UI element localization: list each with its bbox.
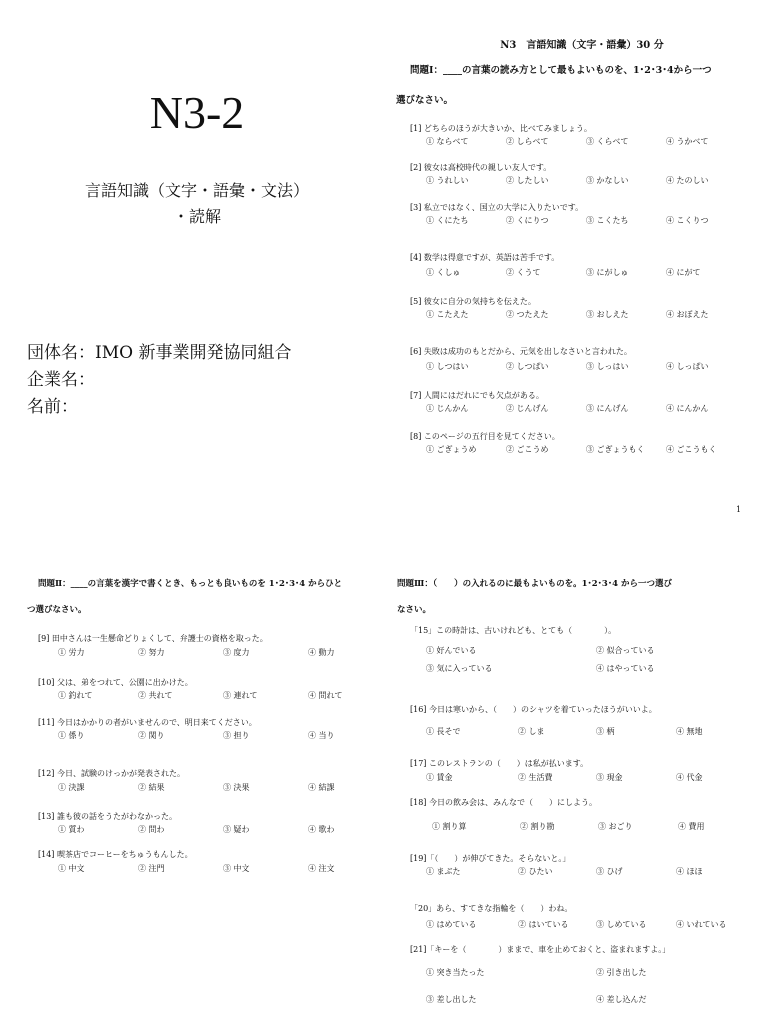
option[interactable]: ② 似合っている — [596, 646, 655, 655]
option[interactable]: ② ごこうめ — [506, 445, 549, 454]
cover-subtitle-2: ・読解 — [172, 207, 221, 226]
option[interactable]: ① 長そで — [426, 727, 461, 736]
option[interactable]: ③ しめている — [596, 920, 647, 929]
option[interactable]: ④ 当り — [308, 731, 335, 740]
option[interactable]: ① うれしい — [426, 176, 469, 185]
option[interactable]: ① はめている — [426, 920, 477, 929]
option[interactable]: ① ごぎょうめ — [426, 445, 477, 454]
option[interactable]: ① こたえた — [426, 310, 469, 319]
option[interactable]: ② つたえた — [506, 310, 549, 319]
company-line: 企業名： — [27, 370, 95, 390]
option[interactable]: ④ しっぱい — [666, 362, 709, 371]
cover-title: N3-2 — [149, 87, 245, 138]
option[interactable]: ④ うかべて — [666, 137, 709, 146]
option[interactable]: ④ ほほ — [676, 867, 703, 876]
option[interactable]: ③ かなしい — [586, 176, 629, 185]
option[interactable]: ③ 中文 — [223, 864, 250, 873]
option[interactable]: ④ 注文 — [308, 864, 335, 873]
exam-header: N3 言語知識（文字・語彙）30 分 — [500, 40, 664, 51]
section3-instruction-cont: なさい。 — [397, 605, 432, 615]
section3-instruction: 問題Ⅲ：（ ）の入れるのに最もよいものを。1･2･3･4 から一つ選び — [397, 579, 672, 589]
option[interactable]: ③ 連れて — [223, 691, 258, 700]
option[interactable]: ④ 動力 — [308, 648, 335, 657]
option[interactable]: ① くにたち — [426, 216, 469, 225]
option[interactable]: ③ 度力 — [223, 648, 250, 657]
option[interactable]: ③ ひげ — [596, 867, 623, 876]
option[interactable]: ② はいている — [518, 920, 569, 929]
option[interactable]: ④ こくりつ — [666, 216, 709, 225]
option[interactable]: ② 問わ — [138, 825, 165, 834]
option[interactable]: ④ 代金 — [676, 773, 703, 782]
option[interactable]: ② くうて — [506, 268, 541, 277]
option[interactable]: ④ 歌わ — [308, 825, 335, 834]
option[interactable]: ④ おぼえた — [666, 310, 709, 319]
option[interactable]: ① まぶた — [426, 867, 461, 876]
option[interactable]: ② しま — [518, 727, 545, 736]
option[interactable]: ① ならべて — [426, 137, 469, 146]
option[interactable]: ① 賃金 — [426, 773, 453, 782]
option[interactable]: ③ 気に入っている — [426, 664, 493, 673]
option[interactable]: ③ にんげん — [586, 404, 629, 413]
option[interactable]: ② じんげん — [506, 404, 549, 413]
option[interactable]: ② 関り — [138, 731, 165, 740]
cover-subtitle-1: 言語知識（文字・語彙・文法） — [84, 181, 309, 200]
option[interactable]: ① 中文 — [58, 864, 85, 873]
option[interactable]: ① くしゅ — [426, 268, 461, 277]
option[interactable]: ① 係り — [58, 731, 85, 740]
option[interactable]: ④ 無地 — [676, 727, 703, 736]
option[interactable]: ④ にんかん — [666, 404, 709, 413]
option[interactable]: ① 突き当たった — [426, 968, 485, 977]
option[interactable]: ④ たのしい — [666, 176, 709, 185]
option[interactable]: ④ はやっている — [596, 664, 655, 673]
option[interactable]: ① しつはい — [426, 362, 469, 371]
option[interactable]: ② 引き出した — [596, 968, 647, 977]
section1-instruction-cont: 選びなさい。 — [396, 95, 454, 106]
page-number: 1 — [736, 505, 742, 514]
option[interactable]: ① 労力 — [58, 648, 85, 657]
option[interactable]: ④ 問れて — [308, 691, 343, 700]
option[interactable]: ④ いれている — [676, 920, 727, 929]
option[interactable]: ③ 決果 — [223, 783, 250, 792]
option[interactable]: ① 釣れて — [58, 691, 93, 700]
option[interactable]: ③ にがしゅ — [586, 268, 629, 277]
name-line: 名前： — [27, 397, 78, 417]
option[interactable]: ③ 疑わ — [223, 825, 250, 834]
option[interactable]: ③ おごり — [598, 822, 633, 831]
option[interactable]: ② しらべて — [506, 137, 549, 146]
section2-instruction-cont: つ選びなさい。 — [27, 605, 87, 615]
option[interactable]: ② 結果 — [138, 783, 165, 792]
option[interactable]: ③ くらべて — [586, 137, 629, 146]
option[interactable]: ② 共れて — [138, 691, 173, 700]
org-line: 団体名：IMO 新事業開発協同組合 — [27, 343, 292, 363]
option[interactable]: ① 好んでいる — [426, 646, 477, 655]
option[interactable]: ③ 差し出した — [426, 995, 477, 1004]
option[interactable]: ④ 費用 — [678, 822, 705, 831]
option[interactable]: ① 質わ — [58, 825, 85, 834]
option[interactable]: ② 注門 — [138, 864, 165, 873]
option[interactable]: ② ひたい — [518, 867, 553, 876]
option[interactable]: ③ 担り — [223, 731, 250, 740]
option[interactable]: ③ おしえた — [586, 310, 629, 319]
option[interactable]: ② 生活費 — [518, 773, 553, 782]
option[interactable]: ④ にがて — [666, 268, 701, 277]
option[interactable]: ④ 差し込んだ — [596, 995, 647, 1004]
option[interactable]: ③ こくたち — [586, 216, 629, 225]
option[interactable]: ③ 現金 — [596, 773, 623, 782]
section1-instruction: 問題Ⅰ：____の言葉の読み方として最もよいものを、1･2･3･4から一つ — [410, 65, 712, 76]
option[interactable]: ② 割り勘 — [520, 822, 555, 831]
option[interactable]: ③ しっはい — [586, 362, 629, 371]
option[interactable]: ① 割り算 — [432, 822, 467, 831]
option[interactable]: ③ ごぎょうもく — [586, 445, 645, 454]
option[interactable]: ① じんかん — [426, 404, 469, 413]
section2-instruction: 問題Ⅱ：____の言葉を漢字で書くとき、もっとも良いものを 1･2･3･4 からひと — [38, 579, 343, 589]
option[interactable]: ② くにりつ — [506, 216, 549, 225]
option[interactable]: ② しつぱい — [506, 362, 549, 371]
option[interactable]: ③ 柄 — [596, 727, 615, 736]
option[interactable]: ④ ごこうもく — [666, 445, 717, 454]
option[interactable]: ④ 結課 — [308, 783, 335, 792]
option[interactable]: ① 決課 — [58, 783, 85, 792]
option[interactable]: ② したしい — [506, 176, 549, 185]
option[interactable]: ② 努力 — [138, 648, 165, 657]
